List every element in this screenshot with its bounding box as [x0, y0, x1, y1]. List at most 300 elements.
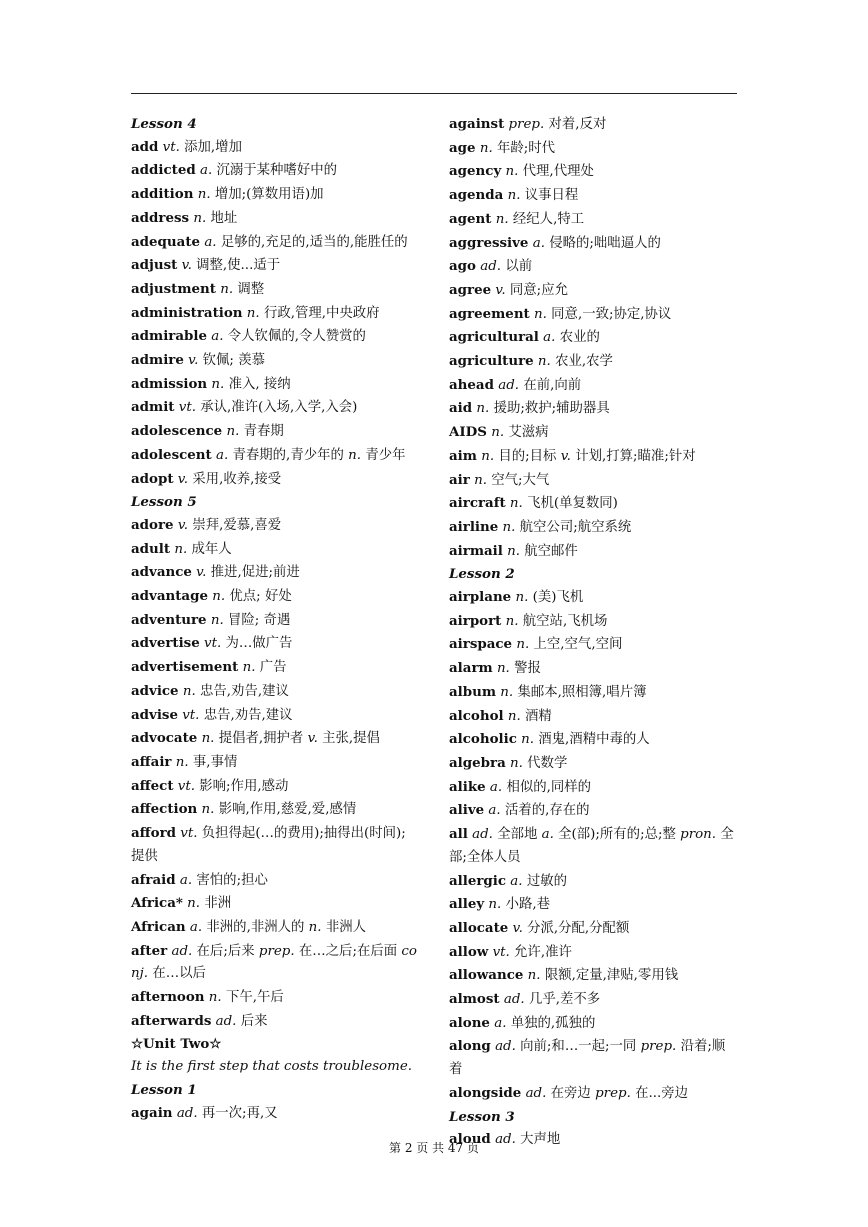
definition: 经纪人,特工 — [512, 211, 585, 227]
definition: 崇拜,爱慕,喜爱 — [192, 517, 282, 533]
vocab-entry — [131, 727, 419, 751]
vocab-entry — [449, 988, 737, 1012]
part-of-speech: n. — [212, 589, 226, 605]
definition: 调整 — [237, 281, 265, 297]
vocab-entry — [131, 822, 419, 868]
definition: 上空,空气,空间 — [533, 637, 623, 653]
vocab-entry — [131, 349, 419, 373]
vocab-entry — [131, 775, 419, 799]
part-of-speech: n. — [507, 708, 521, 724]
definition: 准入, 接纳 — [228, 376, 291, 392]
definition: 钦佩; 羡慕 — [202, 353, 265, 369]
vocab-entry — [131, 373, 419, 397]
part-of-speech: n. — [507, 543, 520, 559]
vocab-entry — [131, 514, 419, 538]
definition: 在…以后 — [152, 966, 206, 982]
part-of-speech: n. — [201, 731, 215, 747]
definition: 航空邮件 — [524, 543, 578, 559]
vocab-entry — [449, 350, 737, 374]
part-of-speech: n. — [308, 919, 322, 935]
part-of-speech: a. — [489, 779, 503, 795]
headword: admirable — [131, 328, 207, 345]
part-of-speech: n. — [507, 188, 521, 204]
definition: 在前,向前 — [523, 377, 582, 393]
part-of-speech: v. — [177, 517, 189, 533]
part-of-speech: ad. — [472, 827, 493, 843]
part-of-speech: n. — [515, 590, 529, 606]
headword: adequate — [131, 233, 201, 250]
headword: all — [449, 826, 468, 843]
headword: algebra — [449, 754, 506, 771]
headword: aloud — [449, 1131, 491, 1148]
definition: 提倡者,拥护者 — [218, 731, 304, 747]
vocab-entry — [131, 609, 419, 633]
definition: 援助;救护;辅助器具 — [493, 401, 610, 417]
vocab-entry — [449, 1035, 737, 1081]
lesson-heading: Lesson 5 — [131, 494, 197, 511]
headword: adolescent — [131, 446, 212, 463]
vocab-entry — [449, 374, 737, 398]
part-of-speech: n. — [488, 897, 502, 913]
definition: 小路,巷 — [505, 897, 551, 913]
headword: admission — [131, 375, 208, 392]
vocab-entry — [131, 444, 419, 468]
definition: 限额,定量,津贴,零用钱 — [544, 968, 679, 984]
part-of-speech: n. — [500, 684, 514, 700]
part-of-speech: n. — [208, 990, 222, 1006]
part-of-speech: vt. — [162, 139, 180, 155]
vocab-entry — [449, 397, 737, 421]
headword: administration — [131, 304, 243, 321]
headword: airmail — [449, 542, 503, 559]
headword: airspace — [449, 636, 513, 653]
definition: 侵略的;咄咄逼人的 — [549, 235, 661, 251]
vocab-entry — [449, 610, 737, 634]
definition: 下午,午后 — [225, 990, 284, 1006]
definition: 代数学 — [527, 755, 568, 771]
definition: 全部;全体人员 — [449, 827, 734, 865]
vocab-entry — [131, 136, 419, 160]
definition: 允许,准许 — [514, 944, 572, 960]
definition: 影响;作用,感动 — [199, 778, 289, 794]
headword: afraid — [131, 871, 176, 888]
headword: African — [131, 918, 186, 935]
headword: advantage — [131, 588, 208, 605]
headword: airplane — [449, 589, 512, 606]
part-of-speech: n. — [521, 732, 534, 748]
part-of-speech: ad. — [215, 1013, 237, 1029]
definition: 足够的,充足的,适当的,能胜任的 — [220, 234, 408, 250]
definition: 广告 — [259, 660, 287, 676]
definition: 沉溺于某种嗜好中的 — [216, 163, 338, 179]
vocab-entry — [131, 585, 419, 609]
vocab-entry — [131, 325, 419, 349]
headword: afternoon — [131, 989, 205, 1006]
part-of-speech: prep. — [640, 1039, 677, 1055]
definition: 承认,准许(入场,入学,入会) — [200, 400, 358, 416]
definition: 航空站,飞机场 — [522, 613, 608, 629]
headword: adolescence — [131, 423, 223, 440]
headword: allergic — [449, 872, 507, 889]
part-of-speech: n. — [242, 660, 256, 676]
headword: advise — [131, 706, 178, 723]
headword: addicted — [131, 162, 196, 179]
headword: airport — [449, 612, 502, 629]
part-of-speech: n. — [537, 354, 551, 370]
part-of-speech: n. — [495, 211, 509, 227]
part-of-speech: n. — [187, 896, 201, 912]
part-of-speech: a. — [199, 163, 213, 179]
headword: against — [449, 116, 505, 132]
definition: 在后;后来 — [196, 943, 255, 959]
headword: alongside — [449, 1084, 522, 1101]
definition: 忠告,劝告,建议 — [203, 707, 293, 723]
vocab-entry — [131, 159, 419, 183]
definition: 非洲 — [204, 896, 232, 912]
definition: 全部地 — [497, 827, 538, 843]
headword: alcohol — [449, 707, 504, 724]
headword: affair — [131, 753, 172, 770]
definition: 在…之后;在后面 — [298, 943, 398, 959]
headword: adjust — [131, 257, 178, 274]
part-of-speech: n. — [510, 755, 523, 771]
headword: adult — [131, 540, 171, 557]
part-of-speech: a. — [541, 827, 554, 843]
lesson-heading: Lesson 3 — [449, 1108, 515, 1125]
part-of-speech: v. — [177, 471, 189, 487]
vocab-entry — [131, 420, 419, 444]
headword: aircraft — [449, 495, 506, 512]
vocab-entry — [449, 232, 737, 256]
part-of-speech: pron. — [680, 827, 717, 843]
headword: agree — [449, 281, 492, 298]
definition: 航空公司;航空系统 — [519, 519, 632, 535]
vocab-entry — [449, 893, 737, 917]
headword: afterwards — [131, 1012, 212, 1029]
vocab-entry — [131, 751, 419, 775]
vocab-entry — [449, 303, 737, 327]
headword: admit — [131, 399, 175, 416]
vocab-entry — [449, 823, 737, 869]
part-of-speech: a. — [204, 234, 217, 250]
vocab-entry — [449, 279, 737, 303]
definition: 酒鬼,酒精中毒的人 — [538, 732, 650, 748]
part-of-speech: prep. — [595, 1085, 631, 1101]
definition: 同意;应允 — [509, 282, 568, 298]
part-of-speech: n. — [348, 447, 362, 463]
headword: advocate — [131, 730, 198, 747]
headword: affection — [131, 801, 198, 818]
headword: agent — [449, 210, 492, 227]
definition: 年龄;时代 — [496, 140, 556, 156]
lesson-heading: Lesson 1 — [131, 1081, 197, 1098]
part-of-speech: a. — [494, 1015, 507, 1031]
vocab-entry — [449, 492, 737, 516]
definition: 在旁边 — [550, 1085, 591, 1101]
vocab-entry — [449, 1082, 737, 1106]
definition: 飞机(单复数同) — [527, 496, 618, 512]
part-of-speech: vt. — [177, 778, 195, 794]
part-of-speech: n. — [505, 613, 519, 629]
vocab-entry — [449, 633, 737, 657]
lesson-heading: Lesson 4 — [131, 116, 197, 132]
part-of-speech: n. — [476, 401, 490, 417]
part-of-speech: vt. — [492, 944, 510, 960]
page-footer: 第 2 页 共 47 页 — [389, 1141, 479, 1155]
headword: admire — [131, 352, 184, 369]
definition: 空气;大气 — [491, 472, 550, 488]
headword: alarm — [449, 660, 493, 677]
definition: 沿着;顺着 — [449, 1039, 726, 1078]
part-of-speech: ad. — [495, 1039, 516, 1055]
definition: 全(部);所有的;总;整 — [558, 827, 676, 843]
part-of-speech: ad. — [176, 1105, 198, 1121]
part-of-speech: prep. — [258, 943, 295, 959]
headword: adjustment — [131, 280, 216, 297]
unit-heading: ☆Unit Two☆ — [131, 1036, 222, 1053]
headword: aggressive — [449, 234, 529, 251]
definition: 地址 — [210, 210, 238, 226]
vocab-entry — [131, 561, 419, 585]
part-of-speech: n. — [502, 519, 516, 535]
part-of-speech: n. — [193, 210, 207, 226]
headword: addition — [131, 186, 194, 203]
vocab-entry — [449, 799, 737, 823]
vocab-entry — [449, 705, 737, 729]
right-column — [449, 113, 737, 1152]
vocab-entry — [449, 255, 737, 279]
definition: 青少年 — [365, 447, 406, 463]
part-of-speech: n. — [226, 424, 240, 440]
left-column — [131, 113, 419, 1125]
part-of-speech: n. — [197, 187, 211, 203]
header-rule — [131, 93, 737, 94]
definition: 青春期的,青少年的 — [232, 447, 344, 463]
definition: 过敏的 — [526, 873, 567, 889]
definition: 以前 — [505, 259, 533, 275]
headword: ago — [449, 258, 476, 275]
part-of-speech: n. — [505, 164, 519, 180]
definition: 非洲人 — [325, 919, 366, 935]
vocab-entry — [449, 964, 737, 988]
part-of-speech: ad. — [503, 992, 525, 1008]
definition: 影响,作用,慈爱,爱,感情 — [218, 802, 357, 818]
headword: ahead — [449, 376, 494, 393]
vocab-entry — [131, 254, 419, 278]
definition: 后来 — [240, 1013, 268, 1029]
definition: 向前;和…一起;一同 — [520, 1039, 637, 1055]
headword: aid — [449, 400, 473, 417]
part-of-speech: a. — [510, 873, 523, 889]
part-of-speech: n. — [201, 802, 215, 818]
headword: agriculture — [449, 353, 534, 370]
part-of-speech: n. — [210, 612, 224, 628]
vocab-entry — [131, 869, 419, 893]
vocab-entry — [131, 892, 419, 916]
vocab-entry — [131, 183, 419, 207]
definition: 同意,一致;协定,协议 — [551, 306, 672, 322]
headword: adventure — [131, 611, 207, 628]
definition: 推进,促进;前进 — [210, 565, 300, 581]
headword: agreement — [449, 305, 530, 322]
part-of-speech: vt. — [182, 707, 200, 723]
lesson-heading: Lesson 2 — [449, 566, 515, 583]
headword: alone — [449, 1014, 490, 1031]
part-of-speech: conj. — [131, 943, 417, 982]
part-of-speech: n. — [211, 376, 225, 392]
part-of-speech: n. — [174, 541, 188, 557]
vocab-entry — [131, 798, 419, 822]
part-of-speech: ad. — [171, 943, 193, 959]
vocab-entry — [449, 776, 737, 800]
vocab-entry — [449, 657, 737, 681]
part-of-speech: a. — [488, 803, 501, 819]
definition: 忠告,劝告,建议 — [200, 683, 289, 699]
part-of-speech: n. — [481, 448, 495, 464]
vocab-entry — [131, 916, 419, 940]
vocab-entry — [449, 445, 737, 469]
definition: 成年人 — [191, 541, 232, 557]
definition: 农业的 — [559, 330, 600, 346]
vocab-entry — [449, 421, 737, 445]
definition: 目的;目标 — [498, 448, 557, 464]
headword: add — [131, 138, 159, 155]
part-of-speech: v. — [307, 731, 318, 747]
headword: alcoholic — [449, 731, 517, 748]
headword: again — [131, 1104, 173, 1121]
part-of-speech: a. — [215, 447, 229, 463]
definition: 活着的,存在的 — [504, 803, 590, 819]
part-of-speech: ad. — [480, 259, 502, 275]
definition: 议事日程 — [524, 188, 579, 204]
definition: 为…做广告 — [225, 636, 293, 652]
headword: agricultural — [449, 329, 539, 346]
vocab-entry — [131, 302, 419, 326]
vocab-entry — [449, 681, 737, 705]
definition: 酒精 — [525, 708, 552, 724]
headword: AIDS — [449, 424, 487, 441]
vocab-entry — [449, 160, 737, 184]
headword: age — [449, 139, 476, 156]
part-of-speech: vt. — [204, 636, 222, 652]
definition: 添加,增加 — [184, 139, 242, 155]
definition: 代理,代理处 — [522, 164, 594, 180]
vocab-entry — [449, 113, 737, 137]
vocab-entry — [131, 231, 419, 255]
part-of-speech: a. — [532, 235, 545, 251]
vocab-entry — [449, 184, 737, 208]
unit-motto: It is the first step that costs troublesome. — [131, 1059, 413, 1075]
part-of-speech: prep. — [508, 117, 545, 132]
definition: 农业,农学 — [555, 354, 613, 370]
part-of-speech: n. — [516, 637, 530, 653]
definition: 集邮本,照相簿,唱片簿 — [517, 684, 647, 700]
definition: 再一次;再,又 — [201, 1105, 278, 1121]
vocab-entry — [131, 632, 419, 656]
headword: advertise — [131, 635, 200, 652]
vocab-entry — [449, 870, 737, 894]
part-of-speech: n. — [527, 968, 541, 984]
definition: 主张,提倡 — [322, 731, 380, 747]
headword: agency — [449, 163, 502, 180]
part-of-speech: a. — [211, 329, 224, 345]
vocab-entry — [449, 1012, 737, 1036]
definition: 大声地 — [520, 1132, 561, 1148]
definition: 艾滋病 — [508, 425, 549, 441]
vocab-entry — [449, 516, 737, 540]
headword: aim — [449, 447, 477, 464]
part-of-speech: v. — [188, 353, 199, 369]
part-of-speech: n. — [479, 140, 493, 156]
definition: 增加;(算数用语)加 — [214, 187, 324, 203]
vocab-entry — [449, 137, 737, 161]
headword: almost — [449, 991, 500, 1008]
definition: 在...旁边 — [635, 1085, 689, 1101]
part-of-speech: n. — [182, 683, 196, 699]
vocab-entry — [131, 538, 419, 562]
definition: 行政,管理,中央政府 — [263, 305, 380, 321]
vocab-entry — [131, 396, 419, 420]
definition: 青春期 — [243, 424, 284, 440]
definition: 非洲的,非洲人的 — [206, 919, 305, 935]
definition: 优点; 好处 — [229, 589, 292, 605]
definition: 计划,打算;瞄准;针对 — [575, 448, 696, 464]
definition: 令人钦佩的,令人赞赏的 — [227, 329, 366, 345]
part-of-speech: n. — [534, 306, 547, 322]
part-of-speech: a. — [189, 919, 203, 935]
headword: advance — [131, 564, 192, 581]
headword: along — [449, 1038, 491, 1055]
part-of-speech: n. — [496, 661, 510, 677]
part-of-speech: n. — [509, 496, 523, 512]
definition: 单独的,孤独的 — [510, 1015, 596, 1031]
headword: airline — [449, 518, 499, 535]
part-of-speech: ad. — [498, 377, 520, 393]
headword: allowance — [449, 967, 524, 984]
part-of-speech: ad. — [525, 1085, 547, 1101]
part-of-speech: n. — [491, 425, 505, 441]
part-of-speech: v. — [196, 565, 207, 581]
headword: air — [449, 471, 470, 488]
headword: allow — [449, 943, 489, 960]
vocab-entry — [131, 940, 419, 986]
headword: adopt — [131, 470, 174, 487]
headword: agenda — [449, 187, 504, 204]
definition: 害怕的;担心 — [196, 872, 268, 888]
definition: 调整,使...适于 — [196, 258, 281, 274]
vocab-entry — [449, 917, 737, 941]
headword: Africa* — [131, 895, 183, 912]
vocab-entry — [449, 208, 737, 232]
definition: 相似的,同样的 — [506, 779, 592, 795]
definition: 警报 — [514, 661, 541, 677]
definition: 几乎,差不多 — [528, 992, 601, 1008]
definition: 冒险; 奇遇 — [228, 612, 291, 628]
part-of-speech: v. — [560, 448, 571, 464]
part-of-speech: vt. — [178, 400, 196, 416]
headword: adore — [131, 516, 174, 533]
headword: address — [131, 209, 190, 226]
vocab-entry — [131, 468, 419, 492]
definition: (美)飞机 — [532, 590, 584, 606]
definition: 事,事情 — [192, 754, 238, 770]
vocab-entry — [131, 1102, 419, 1126]
part-of-speech: a. — [179, 872, 193, 888]
part-of-speech: n. — [474, 472, 487, 488]
definition: 负担得起(…的费用);抽得出(时间);提供 — [131, 826, 406, 864]
headword: advice — [131, 682, 179, 699]
vocab-entry — [449, 540, 737, 564]
